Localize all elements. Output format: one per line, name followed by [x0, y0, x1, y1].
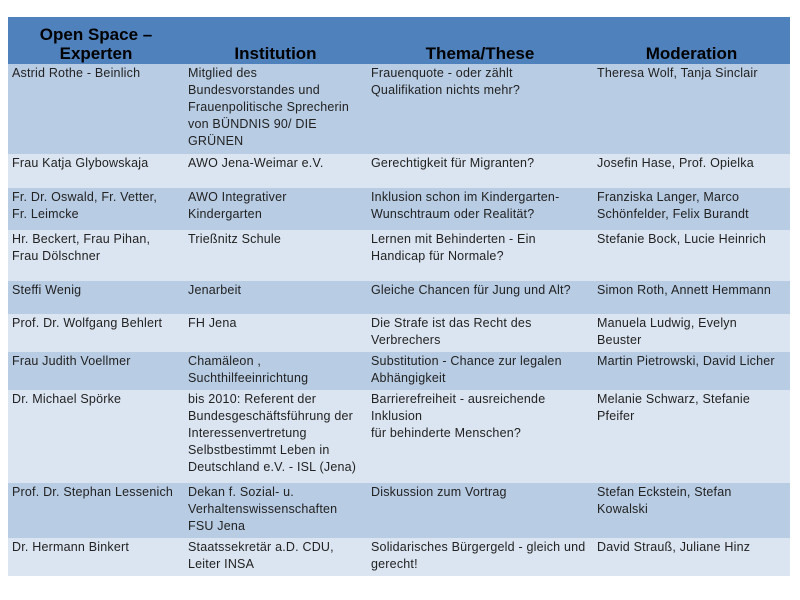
cell-moderation: Franziska Langer, Marco Schönfelder, Felix Burandt: [593, 188, 790, 230]
header-topic: Thema/These: [367, 17, 593, 64]
experts-table: [8, 17, 790, 576]
cell-topic: Frauenquote - oder zählt Qualifikation nichts mehr?: [367, 64, 593, 154]
cell-expert: Dr. Hermann Binkert: [8, 538, 184, 576]
cell-institution: FH Jena: [184, 314, 367, 352]
cell-expert: Hr. Beckert, Frau Pihan, Frau Dölschner: [8, 230, 184, 281]
cell-institution: Mitglied des Bundesvorstandes und Frauenpolitische Sprecherin von BÜNDNIS 90/ DIE GRÜNEN: [184, 64, 367, 154]
cell-expert: Dr. Michael Spörke: [8, 390, 184, 483]
cell-topic: Gerechtigkeit für Migranten?: [367, 154, 593, 188]
table-row: [8, 154, 790, 188]
cell-moderation: Simon Roth, Annett Hemmann: [593, 281, 790, 314]
header-moderation: Moderation: [593, 17, 790, 64]
cell-expert: Prof. Dr. Stephan Lessenich: [8, 483, 184, 538]
table-row: [8, 390, 790, 483]
cell-expert: Frau Judith Voellmer: [8, 352, 184, 390]
cell-institution: Dekan f. Sozial- u. Verhaltenswissenschaften FSU Jena: [184, 483, 367, 538]
header-institution: Institution: [184, 17, 367, 64]
cell-topic: Gleiche Chancen für Jung und Alt?: [367, 281, 593, 314]
cell-institution: Jenarbeit: [184, 281, 367, 314]
cell-institution: Chamäleon , Suchthilfeeinrichtung: [184, 352, 367, 390]
cell-moderation: Martin Pietrowski, David Licher: [593, 352, 790, 390]
cell-topic: Die Strafe ist das Recht des Verbrechers: [367, 314, 593, 352]
cell-institution: AWO Integrativer Kindergarten: [184, 188, 367, 230]
cell-topic: Solidarisches Bürgergeld - gleich und gerecht!: [367, 538, 593, 576]
cell-topic: Substitution - Chance zur legalen Abhängigkeit: [367, 352, 593, 390]
cell-expert: Fr. Dr. Oswald, Fr. Vetter, Fr. Leimcke: [8, 188, 184, 230]
cell-expert: Astrid Rothe - Beinlich: [8, 64, 184, 154]
cell-moderation: Josefin Hase, Prof. Opielka: [593, 154, 790, 188]
table-row: [8, 64, 790, 154]
header-experts: Open Space – Experten: [8, 17, 184, 64]
cell-institution: AWO Jena-Weimar e.V.: [184, 154, 367, 188]
table-row: [8, 538, 790, 576]
cell-topic: Lernen mit Behinderten - Ein Handicap für Normale?: [367, 230, 593, 281]
cell-topic: Diskussion zum Vortrag: [367, 483, 593, 538]
cell-expert: Steffi Wenig: [8, 281, 184, 314]
cell-institution: bis 2010: Referent der Bundesgeschäftsführung der Interessenvertretung Selbstbestimmt Leben in Deutschland e.V. - ISL (Jena): [184, 390, 367, 483]
cell-moderation: Theresa Wolf, Tanja Sinclair: [593, 64, 790, 154]
cell-expert: Frau Katja Glybowskaja: [8, 154, 184, 188]
cell-expert: Prof. Dr. Wolfgang Behlert: [8, 314, 184, 352]
cell-topic: Inklusion schon im Kindergarten- Wunschtraum oder Realität?: [367, 188, 593, 230]
cell-institution: Staatssekretär a.D. CDU, Leiter INSA: [184, 538, 367, 576]
cell-topic: Barrierefreiheit - ausreichende Inklusion für behinderte Menschen?: [367, 390, 593, 483]
table-row: [8, 281, 790, 314]
cell-institution: Trießnitz Schule: [184, 230, 367, 281]
table-row: [8, 188, 790, 230]
table-row: [8, 483, 790, 538]
cell-moderation: Manuela Ludwig, Evelyn Beuster: [593, 314, 790, 352]
cell-moderation: David Strauß, Juliane Hinz: [593, 538, 790, 576]
cell-moderation: Stefanie Bock, Lucie Heinrich: [593, 230, 790, 281]
table-row: [8, 230, 790, 281]
table-row: [8, 352, 790, 390]
header-row: [8, 17, 790, 64]
cell-moderation: Melanie Schwarz, Stefanie Pfeifer: [593, 390, 790, 483]
cell-moderation: Stefan Eckstein, Stefan Kowalski: [593, 483, 790, 538]
table-row: [8, 314, 790, 352]
